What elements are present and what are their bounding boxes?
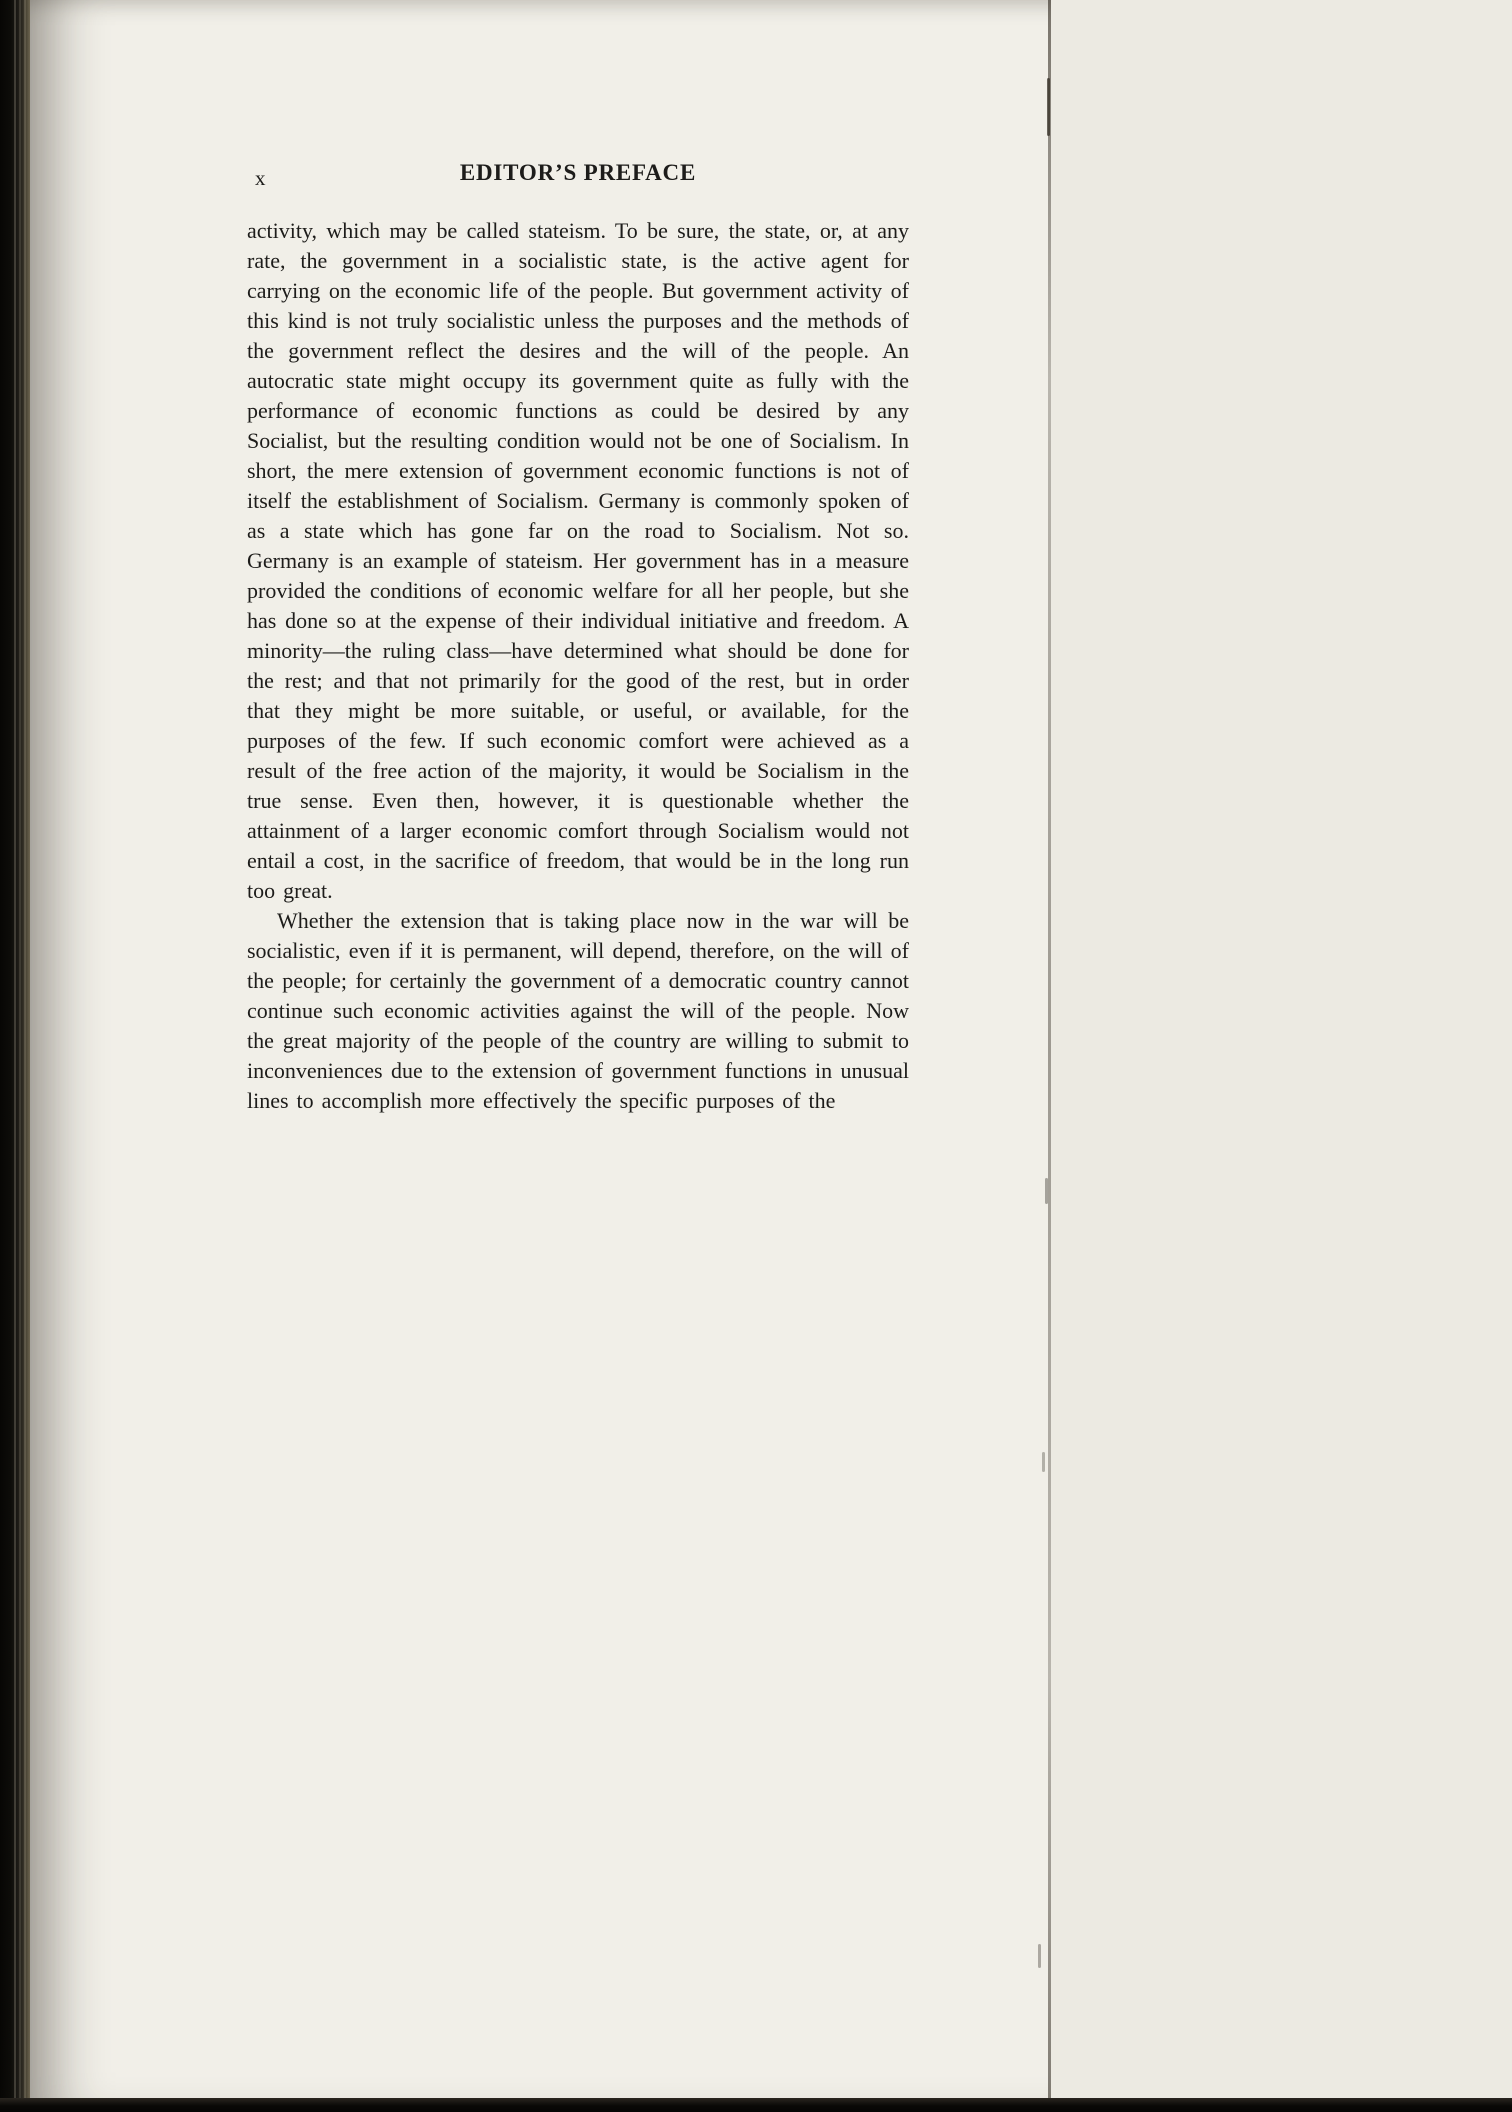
page-stack-streak [19,0,21,2112]
scan-artifact [1047,78,1050,136]
page-edge-line [1048,0,1051,2098]
paragraph: activity, which may be called stateism. To be sure, the state, or, at any rate, the government in a socialistic state, is the active agent for carrying on the economic life of the people. But government activity of this kind is not truly socialistic unless the purposes and the methods of the government reflect the desires and the will of the people. An autocratic state might occupy its government quite as fully with the performance of economic functions as could be desired by any Socialist, but the resulting condition would not be one of Socialism. In short, the mere extension of government economic functions is not of itself the establishment of Socialism. Germany is commonly spoken of as a state which has gone far on the road to Socialism. Not so. Germany is an example of stateism. Her government has in a measure provided the conditions of economic welfare for all her people, but she has done so at the expense of their individual initiative and freedom. A minority—the ruling class—have determined what should be done for the rest; and that not primarily for the good of the rest, but in order that they might be more suitable, or useful, or available, for the purposes of the few. If such economic comfort were achieved as a result of the free action of the majority, it would be Socialism in the true sense. Even then, however, it is questionable whether the attainment of a larger economic comfort through Socialism would not entail a cost, in the sacrifice of freedom, that would be in the long run too great. [247,218,909,903]
page-number: x [255,166,267,190]
page-stack-streak [14,0,16,2112]
book-binding-edge [0,0,30,2112]
page-header [247,160,909,194]
adjacent-page-edge [1051,0,1512,2098]
scan-artifact [1038,1944,1041,1968]
page-title: EDITOR’S PREFACE [459,160,697,185]
scan-bottom-strip [0,2098,1512,2112]
paragraph: Whether the extension that is taking place now in the war will be socialistic, even if it is permanent, will depend, therefore, on the will of the people; for certainly the government of a democratic country cannot continue such economic activities against the will of the people. Now the great majority of the people of the country are willing to submit to inconveniences due to the extension of government functions in unusual lines to accomplish more effectively the specific purposes of the [247,908,909,1113]
scan-artifact [1042,1452,1045,1472]
scan-artifact [1045,1178,1048,1204]
page-stack-streak [24,0,26,2112]
body-text [247,216,909,1116]
printed-text-block [247,160,909,1116]
